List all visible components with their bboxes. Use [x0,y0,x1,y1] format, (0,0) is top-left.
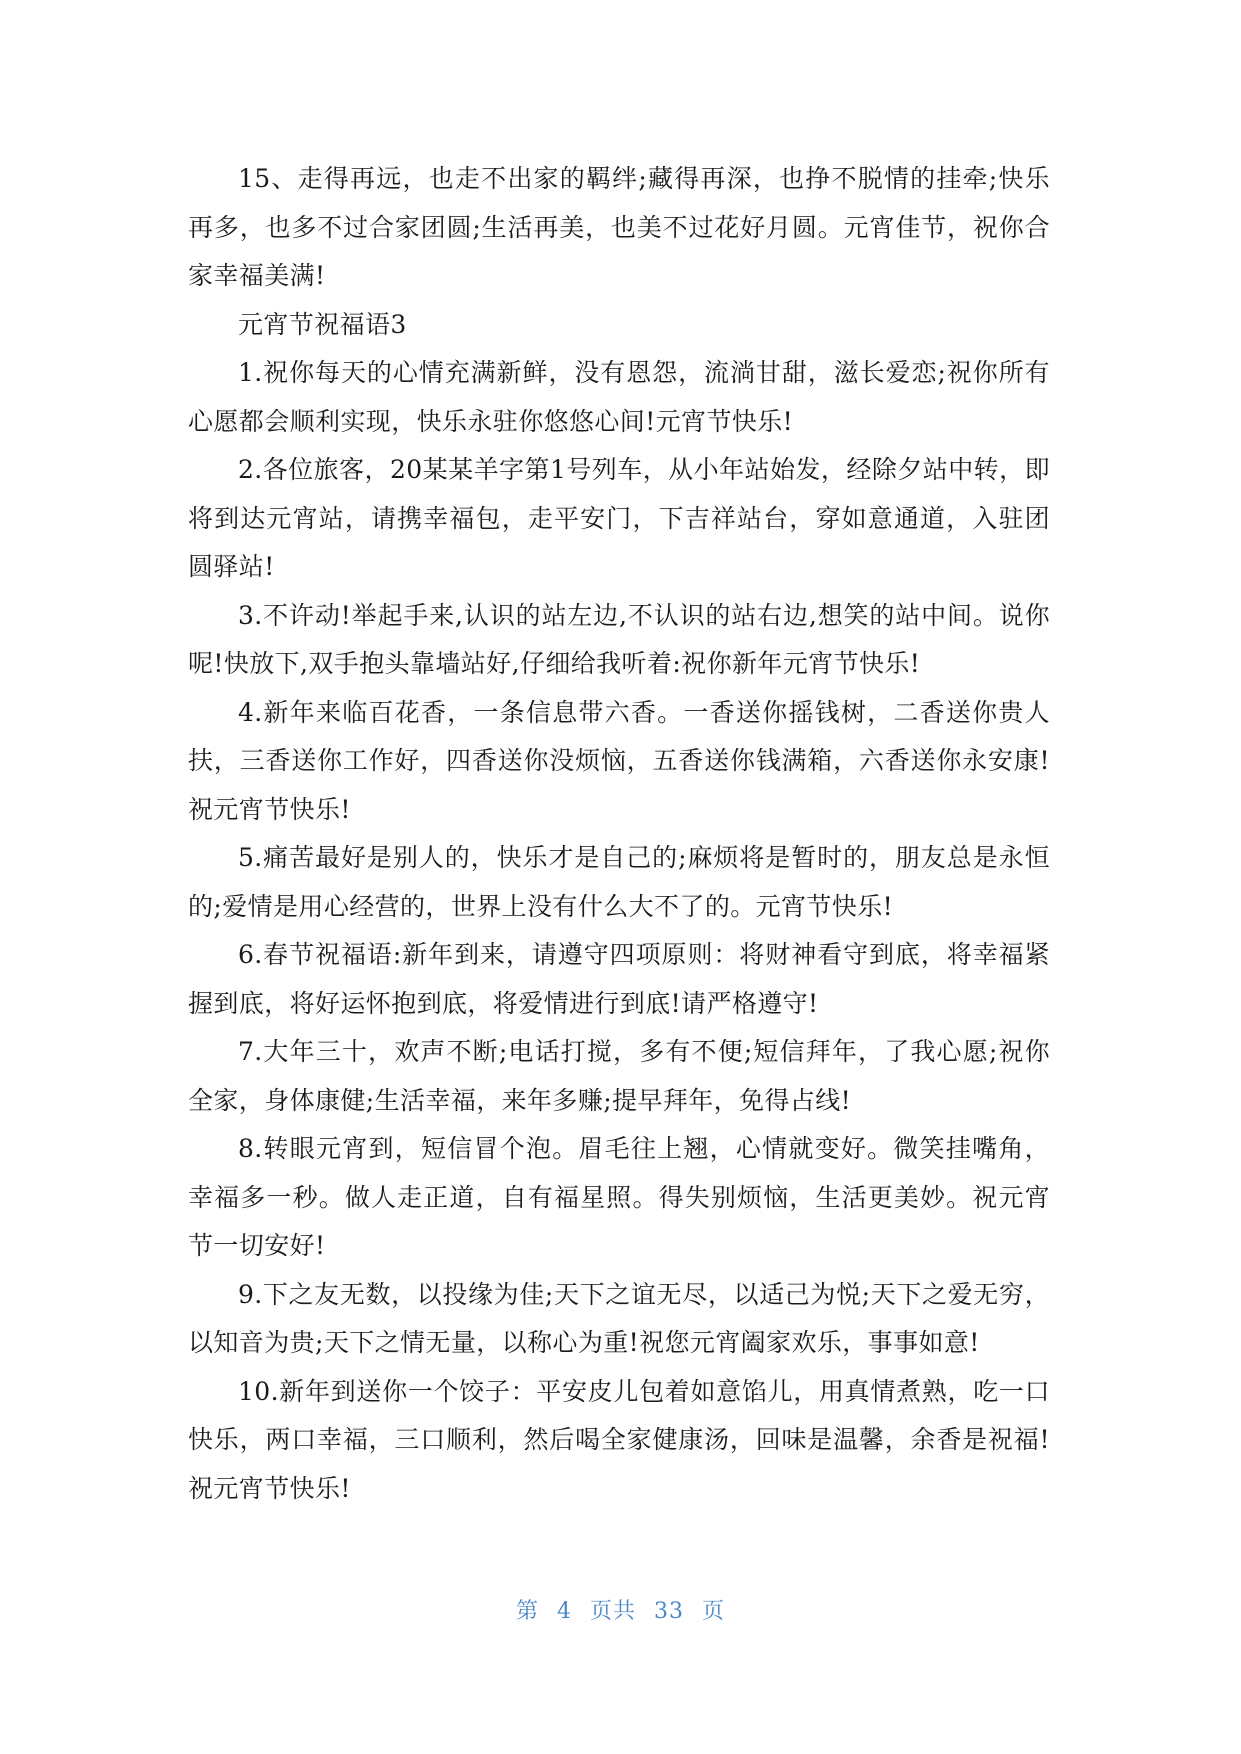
page-footer [0,1594,1241,1625]
section-heading: 元宵节祝福语3 [238,309,407,339]
paragraph-9: 9.下之友无数，以投缘为佳;天下之谊无尽，以适己为悦;天下之爱无穷，以知音为贵;天下之情无量，以称心为重!祝您元宵阖家欢乐，事事如意! [188,1279,1050,1357]
footer-prefix: 第 [515,1599,539,1624]
paragraph-3: 3.不许动!举起手来,认识的站左边,不认识的站右边,想笑的站中间。说你呢!快放下,双手抱头靠墙站好,仔细给我听着:祝你新年元宵节快乐! [188,600,1050,678]
footer-middle: 页共 [589,1599,636,1624]
paragraph-10: 10.新年到送你一个饺子：平安皮儿包着如意馅儿，用真情煮熟，吃一口快乐，两口幸福，三口顺利，然后喝全家健康汤，回味是温馨，余香是祝福!祝元宵节快乐! [188,1376,1050,1503]
footer-current-page: 4 [556,1599,572,1624]
paragraph-5: 5.痛苦最好是别人的，快乐才是自己的;麻烦将是暂时的，朋友总是永恒的;爱情是用心经营的，世界上没有什么大不了的。元宵节快乐! [188,843,1050,921]
paragraph-1: 1.祝你每天的心情充满新鲜，没有恩怨，流淌甘甜，滋长爱恋;祝你所有心愿都会顺利实现，快乐永驻你悠悠心间!元宵节快乐! [188,358,1050,436]
paragraph-4: 4.新年来临百花香，一条信息带六香。一香送你摇钱树，二香送你贵人扶，三香送你工作好，四香送你没烦恼，五香送你钱满箱，六香送你永安康!祝元宵节快乐! [188,697,1050,824]
paragraph-8: 8.转眼元宵到，短信冒个泡。眉毛往上翘，心情就变好。微笑挂嘴角，幸福多一秒。做人走正道，自有福星照。得失别烦恼，生活更美妙。祝元宵节一切安好! [188,1134,1050,1260]
paragraph-6: 6.春节祝福语:新年到来，请遵守四项原则：将财神看守到底，将幸福紧握到底，将好运怀抱到底，将爱情进行到底!请严格遵守! [188,940,1050,1018]
paragraph-2: 2.各位旅客，20某某羊字第1号列车，从小年站始发，经除夕站中转，即将到达元宵站，请携幸福包，走平安门，下吉祥站台，穿如意通道，入驻团圆驿站! [188,455,1050,581]
footer-total-pages: 33 [654,1599,684,1624]
footer-suffix: 页 [702,1599,726,1624]
document-body [188,155,1050,1513]
paragraph-7: 7.大年三十，欢声不断;电话打搅，多有不便;短信拜年，了我心愿;祝你全家，身体康健;生活幸福，来年多赚;提早拜年，免得占线! [188,1037,1050,1115]
paragraph-15: 15、走得再远，也走不出家的羁绊;藏得再深，也挣不脱情的挂牵;快乐再多，也多不过合家团圆;生活再美，也美不过花好月圆。元宵佳节，祝你合家幸福美满! [188,164,1050,290]
